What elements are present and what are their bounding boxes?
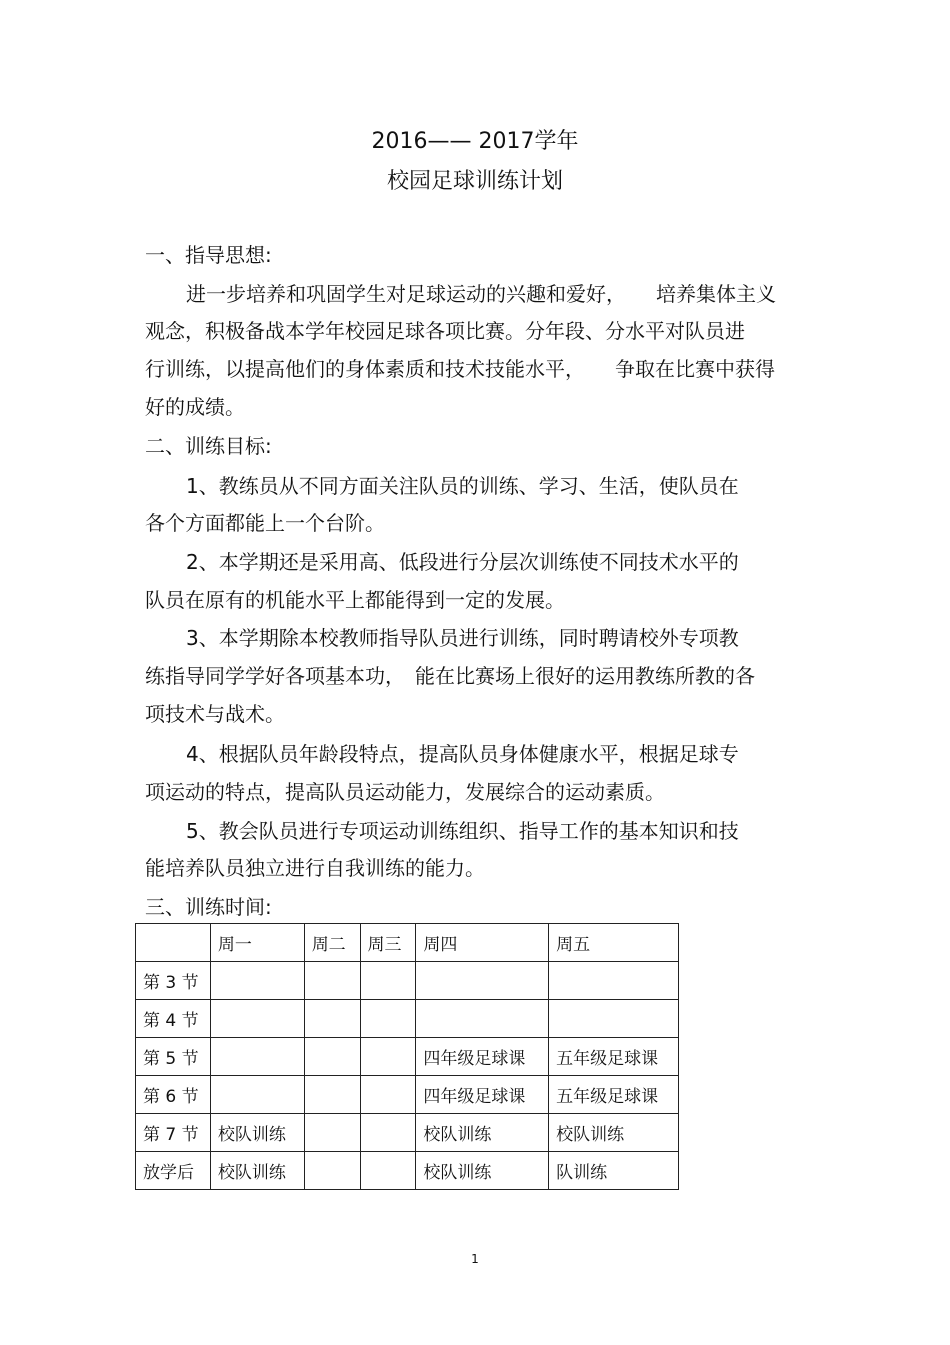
training-schedule-table [135, 923, 679, 1190]
table-cell: 第 5 节 [136, 1038, 211, 1076]
table-cell: 第 6 节 [136, 1076, 211, 1114]
table-cell [304, 1038, 360, 1076]
table-cell: 四年级足球课 [416, 1038, 549, 1076]
table-cell [210, 1076, 304, 1114]
table-cell [304, 1152, 360, 1190]
table-cell: 五年级足球课 [549, 1076, 679, 1114]
table-cell [360, 1152, 416, 1190]
table-cell: 校队训练 [549, 1114, 679, 1152]
document-title: 校园足球训练计划 [386, 169, 563, 194]
table-cell: 第 4 节 [136, 1000, 211, 1038]
goal-item-1-line: 1、教练员从不同方面关注队员的训练、学习、生活，使队员在 [186, 474, 739, 498]
table-cell: 第 3 节 [136, 962, 211, 1000]
table-cell: 四年级足球课 [416, 1076, 549, 1114]
table-cell [360, 1038, 416, 1076]
table-cell [210, 1038, 304, 1076]
table-cell [549, 1000, 679, 1038]
page-number: 1 [471, 1252, 479, 1266]
table-header-cell: 周二 [304, 924, 360, 962]
table-cell: 校队训练 [416, 1152, 549, 1190]
section1-heading: 一、指导思想: [145, 243, 272, 267]
table-header-cell: 周一 [210, 924, 304, 962]
table-cell [360, 962, 416, 1000]
table-row [136, 1114, 679, 1152]
goal-item-3-line: 3、本学期除本校教师指导队员进行训练，同时聘请校外专项教 [186, 626, 739, 650]
table-cell [304, 1076, 360, 1114]
table-row [136, 1076, 679, 1114]
table-row [136, 1000, 679, 1038]
table-cell [304, 1114, 360, 1152]
section1-line: 进一步培养和巩固学生对足球运动的兴趣和爱好， 培养集体主义 [186, 282, 776, 306]
goal-item-3-line: 练指导同学学好各项基本功， 能在比赛场上很好的运用教练所教的各 [145, 664, 755, 688]
section3-heading: 三、训练时间: [145, 895, 272, 919]
section2-heading: 二、训练目标: [145, 434, 272, 458]
table-header-cell [136, 924, 211, 962]
table-cell: 校队训练 [416, 1114, 549, 1152]
table-row [136, 1152, 679, 1190]
goal-item-2-line: 队员在原有的机能水平上都能得到一定的发展。 [145, 588, 565, 612]
goal-item-4-line: 4、根据队员年龄段特点，提高队员身体健康水平，根据足球专 [186, 742, 739, 766]
table-header-cell: 周三 [360, 924, 416, 962]
table-cell [210, 962, 304, 1000]
table-row [136, 1038, 679, 1076]
section1-line: 好的成绩。 [145, 395, 245, 419]
table-cell [416, 1000, 549, 1038]
document-title-year: 2016—— 2017学年 [371, 129, 579, 154]
section1-line: 行训练，以提高他们的身体素质和技术技能水平， 争取在比赛中获得 [145, 357, 775, 381]
table-cell: 校队训练 [210, 1114, 304, 1152]
table-row [136, 962, 679, 1000]
section1-line: 观念，积极备战本学年校园足球各项比赛。分年段、分水平对队员进 [145, 319, 745, 343]
table-cell [549, 962, 679, 1000]
table-cell [304, 1000, 360, 1038]
table-cell [416, 962, 549, 1000]
goal-item-4-line: 项运动的特点，提高队员运动能力，发展综合的运动素质。 [145, 780, 665, 804]
goal-item-2-line: 2、本学期还是采用高、低段进行分层次训练使不同技术水平的 [186, 550, 739, 574]
goal-item-3-line: 项技术与战术。 [145, 702, 285, 726]
table-cell [360, 1114, 416, 1152]
table-cell: 五年级足球课 [549, 1038, 679, 1076]
goal-item-5-line: 5、教会队员进行专项运动训练组织、指导工作的基本知识和技 [186, 819, 739, 843]
table-cell: 校队训练 [210, 1152, 304, 1190]
table-cell: 第 7 节 [136, 1114, 211, 1152]
table-cell: 队训练 [549, 1152, 679, 1190]
goal-item-1-line: 各个方面都能上一个台阶。 [145, 511, 385, 535]
goal-item-5-line: 能培养队员独立进行自我训练的能力。 [145, 856, 485, 880]
table-header-row [136, 924, 679, 962]
table-cell [304, 962, 360, 1000]
table-header-cell: 周四 [416, 924, 549, 962]
table-cell [360, 1076, 416, 1114]
table-header-cell: 周五 [549, 924, 679, 962]
table-cell: 放学后 [136, 1152, 211, 1190]
table-cell [360, 1000, 416, 1038]
table-cell [210, 1000, 304, 1038]
